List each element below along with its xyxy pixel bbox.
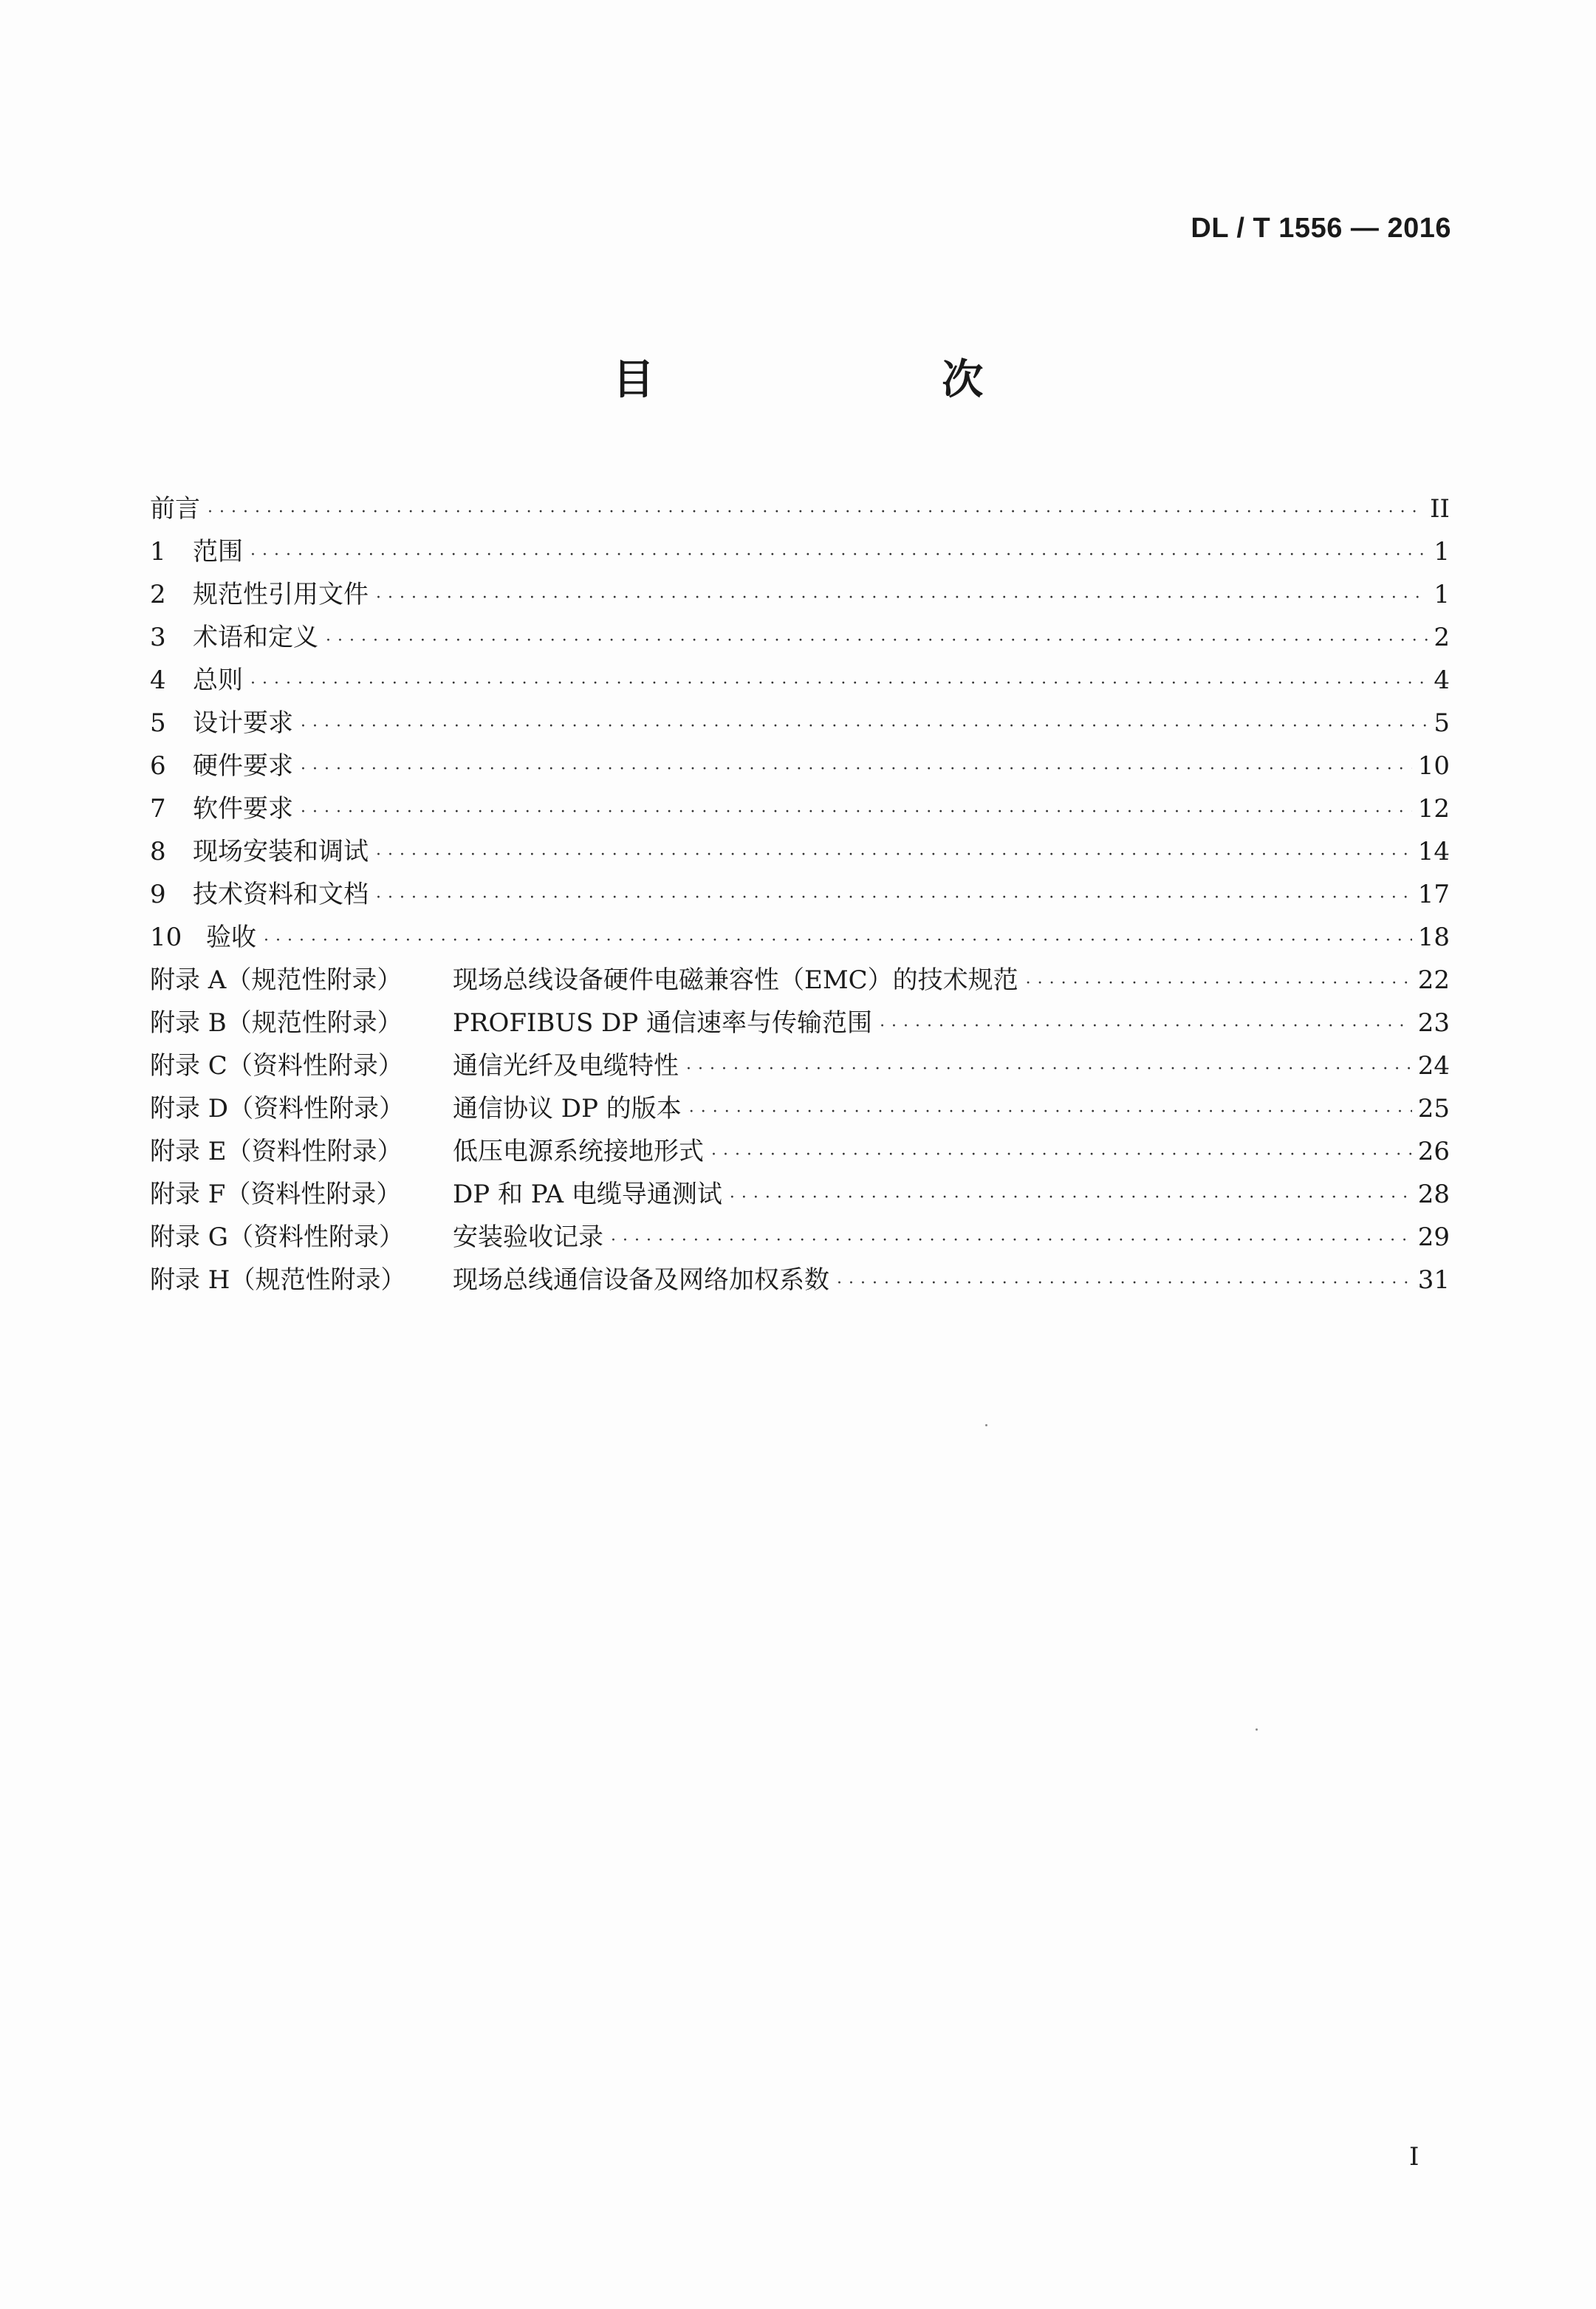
- leader-dots: [250, 534, 1428, 577]
- toc-entry-page: 14: [1417, 837, 1450, 866]
- toc-entry-number: 10: [150, 923, 182, 952]
- toc-entry-label: 总则: [193, 666, 243, 695]
- toc-entry[interactable]: [150, 616, 1450, 659]
- toc-entry-page: 22: [1417, 965, 1450, 995]
- leader-dots: [301, 748, 1412, 791]
- appendix-prefix: 附录 A（规范性附录）: [150, 965, 403, 995]
- toc-appendix-entry[interactable]: [150, 1259, 1450, 1301]
- leader-dots: [326, 620, 1428, 663]
- appendix-prefix: 附录 E（资料性附录）: [150, 1137, 403, 1166]
- toc-entry-page: 29: [1417, 1222, 1450, 1252]
- toc-entry-label: 设计要求: [193, 708, 293, 738]
- toc-entry-page: 12: [1417, 794, 1450, 824]
- toc-entry-page: 4: [1434, 666, 1450, 695]
- table-of-contents: [150, 488, 1450, 1301]
- toc-entry-page: 1: [1434, 580, 1450, 609]
- toc-entry-number: 6: [150, 751, 166, 781]
- toc-entry[interactable]: [150, 916, 1450, 959]
- toc-entry[interactable]: [150, 873, 1450, 916]
- toc-entry-label: 验收: [206, 923, 256, 952]
- page-title: 目 次: [612, 356, 1080, 404]
- toc-entry-number: 4: [150, 666, 166, 695]
- toc-appendix-entry[interactable]: [150, 959, 1450, 1002]
- leader-dots: [376, 877, 1412, 920]
- toc-entry-page: 18: [1417, 923, 1450, 952]
- toc-appendix-entry[interactable]: [150, 1173, 1450, 1216]
- toc-entry-label: 术语和定义: [193, 623, 318, 652]
- toc-entry-label: 通信协议 DP 的版本: [453, 1094, 682, 1123]
- toc-appendix-entry[interactable]: [150, 1130, 1450, 1173]
- toc-entry[interactable]: [150, 573, 1450, 616]
- leader-dots: [250, 663, 1428, 705]
- toc-entry-page: 25: [1417, 1094, 1450, 1123]
- toc-appendix-entry[interactable]: [150, 1087, 1450, 1130]
- scan-speck: [985, 1424, 987, 1426]
- toc-entry-label: 现场总线通信设备及网络加权系数: [453, 1265, 829, 1295]
- leader-dots: [686, 1048, 1412, 1091]
- appendix-prefix: 附录 F（资料性附录）: [150, 1180, 402, 1209]
- leader-dots: [689, 1091, 1412, 1134]
- toc-appendix-entry[interactable]: [150, 1044, 1450, 1087]
- toc-entry-number: 3: [150, 623, 166, 652]
- scan-speck: [1256, 1728, 1258, 1731]
- leader-dots: [208, 491, 1424, 534]
- toc-entry-number: 2: [150, 580, 166, 609]
- toc-entry-label: 硬件要求: [193, 751, 293, 781]
- leader-dots: [1026, 962, 1412, 1005]
- toc-entry[interactable]: [150, 830, 1450, 873]
- toc-entry-number: 7: [150, 794, 166, 824]
- toc-entry-page: 17: [1417, 880, 1450, 909]
- leader-dots: [730, 1177, 1412, 1220]
- toc-entry-label: 范围: [193, 537, 243, 567]
- leader-dots: [376, 577, 1428, 620]
- toc-entry-label: 规范性引用文件: [193, 580, 369, 609]
- leader-dots: [301, 705, 1428, 748]
- toc-entry-page: II: [1430, 494, 1450, 524]
- toc-entry-page: 5: [1434, 708, 1450, 738]
- toc-entry-label: 通信光纤及电缆特性: [453, 1051, 679, 1081]
- toc-entry-label: PROFIBUS DP 通信速率与传输范围: [453, 1008, 873, 1038]
- page-number: I: [1409, 2142, 1419, 2172]
- toc-entry-label: 低压电源系统接地形式: [453, 1137, 704, 1166]
- toc-entry-page: 23: [1417, 1008, 1450, 1038]
- document-code: DL / T 1556 — 2016: [1191, 213, 1451, 244]
- toc-appendix-entry[interactable]: [150, 1002, 1450, 1044]
- appendix-prefix: 附录 B（规范性附录）: [150, 1008, 403, 1038]
- toc-entry-page: 31: [1417, 1265, 1450, 1295]
- toc-entry-page: 28: [1417, 1180, 1450, 1209]
- appendix-prefix: 附录 D（资料性附录）: [150, 1094, 405, 1123]
- toc-entry-preface[interactable]: [150, 488, 1450, 530]
- toc-entry-label: 前言: [150, 494, 200, 524]
- toc-entry-page: 24: [1417, 1051, 1450, 1081]
- toc-entry[interactable]: [150, 659, 1450, 702]
- toc-entry-page: 26: [1417, 1137, 1450, 1166]
- toc-entry-number: 1: [150, 537, 166, 567]
- leader-dots: [376, 834, 1412, 877]
- leader-dots: [611, 1220, 1412, 1262]
- leader-dots: [264, 920, 1412, 962]
- toc-entry-page: 1: [1434, 537, 1450, 567]
- leader-dots: [880, 1005, 1412, 1048]
- toc-appendix-entry[interactable]: [150, 1216, 1450, 1259]
- toc-entry-label: 现场总线设备硬件电磁兼容性（EMC）的技术规范: [453, 965, 1018, 995]
- toc-entry-page: 2: [1434, 623, 1450, 652]
- leader-dots: [837, 1262, 1412, 1305]
- toc-entry-page: 10: [1417, 751, 1450, 781]
- appendix-prefix: 附录 C（资料性附录）: [150, 1051, 403, 1081]
- toc-entry[interactable]: [150, 787, 1450, 830]
- appendix-prefix: 附录 H（规范性附录）: [150, 1265, 406, 1295]
- toc-entry[interactable]: [150, 745, 1450, 787]
- toc-entry-label: 技术资料和文档: [193, 880, 369, 909]
- toc-entry-label: DP 和 PA 电缆导通测试: [453, 1180, 722, 1209]
- toc-entry-label: 软件要求: [193, 794, 293, 824]
- toc-entry-number: 5: [150, 708, 166, 738]
- toc-entry[interactable]: [150, 530, 1450, 573]
- leader-dots: [711, 1134, 1412, 1177]
- toc-entry-label: 安装验收记录: [453, 1222, 603, 1252]
- leader-dots: [301, 791, 1412, 834]
- toc-entry-number: 8: [150, 837, 166, 866]
- toc-entry-label: 现场安装和调试: [193, 837, 369, 866]
- appendix-prefix: 附录 G（资料性附录）: [150, 1222, 404, 1252]
- toc-entry-number: 9: [150, 880, 166, 909]
- toc-entry[interactable]: [150, 702, 1450, 745]
